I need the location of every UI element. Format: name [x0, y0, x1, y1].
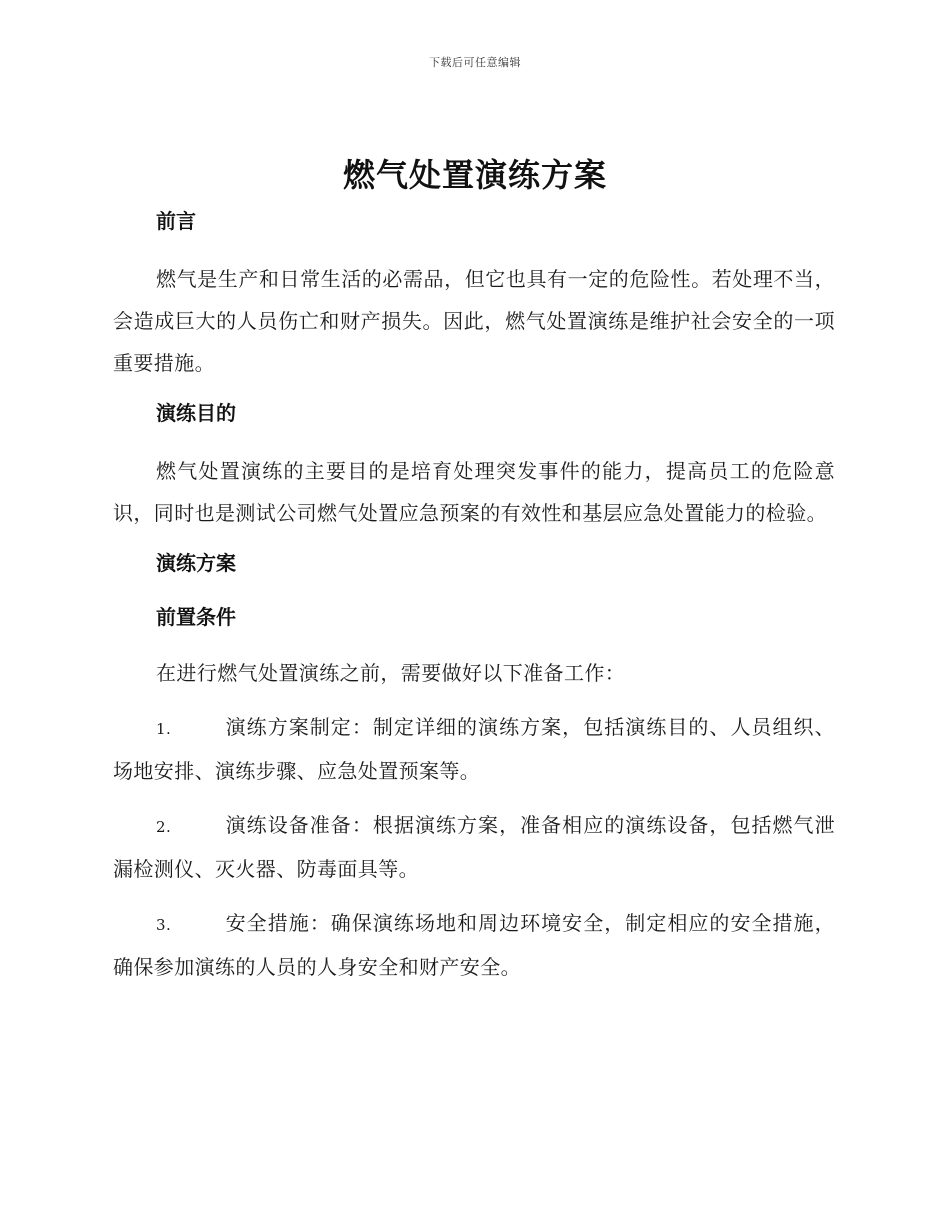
prerequisites-intro: 在进行燃气处置演练之前，需要做好以下准备工作： — [156, 661, 626, 685]
list-item-number: 1. — [156, 720, 172, 738]
list-item — [113, 902, 835, 988]
list-item — [113, 706, 835, 792]
list-item-number: 2. — [156, 818, 172, 836]
list-item — [113, 804, 835, 890]
preface-paragraph: 燃气是生产和日常生活的必需品，但它也具有一定的危险性。若处理不当，会造成巨大的人员伤亡和财产损失。因此，燃气处置演练是维护社会安全的一项重要措施。 — [113, 267, 835, 375]
document-body — [113, 204, 835, 1000]
section-heading-preface: 前言 — [156, 209, 196, 233]
list-item-text: 演练方案制定：制定详细的演练方案，包括演练目的、人员组织、场地安排、演练步骤、应急处置预案等。 — [113, 715, 835, 783]
section-heading-purpose: 演练目的 — [156, 401, 236, 425]
section-heading-plan: 演练方案 — [156, 551, 236, 575]
header-note: 下载后可任意编辑 — [429, 56, 521, 69]
purpose-paragraph: 燃气处置演练的主要目的是培育处理突发事件的能力，提高员工的危险意识，同时也是测试公司燃气处置应急预案的有效性和基层应急处置能力的检验。 — [113, 459, 835, 525]
list-item-text: 安全措施：确保演练场地和周边环境安全，制定相应的安全措施，确保参加演练的人员的人身安全和财产安全。 — [113, 911, 835, 979]
document-title: 燃气处置演练方案 — [342, 156, 607, 194]
list-item-text: 演练设备准备：根据演练方案，准备相应的演练设备，包括燃气泄漏检测仪、灭火器、防毒面具等。 — [113, 813, 835, 881]
section-heading-prerequisites: 前置条件 — [156, 605, 236, 629]
list-item-number: 3. — [156, 916, 172, 934]
